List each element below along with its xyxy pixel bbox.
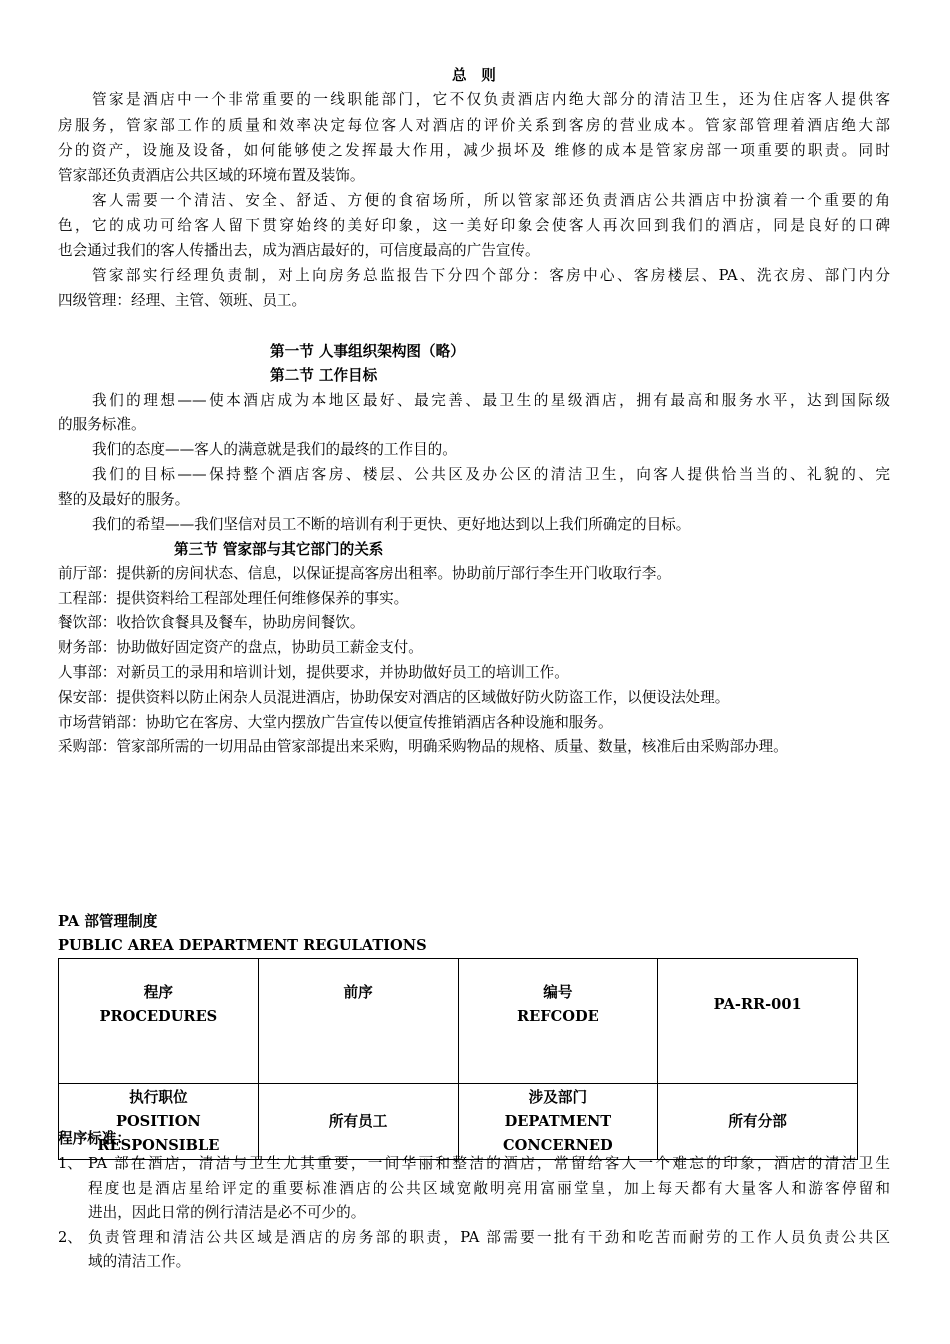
- goal-attitude: 我们的态度——客人的满意就是我们的最终的工作目的。: [92, 441, 457, 458]
- refcode-en: REFCODE: [517, 1008, 599, 1025]
- dept-cn: 涉及部门: [528, 1088, 588, 1106]
- goal-ideal-line2: 的服务标准。: [58, 416, 146, 433]
- procedures-header: [59, 959, 259, 1084]
- procedures-en: PROCEDURES: [99, 1008, 218, 1025]
- procedures-value-cell: [258, 959, 458, 1084]
- relation-hr: 人事部：对新员工的录用和培训计划，提供要求，并协助做好员工的培训工作。: [58, 664, 569, 681]
- item1-line2: 程度也是酒店星给评定的重要标准酒店的公共区域宽敞明亮用富丽堂皇，加上每天都有大量客人和游客停留和: [88, 1180, 890, 1197]
- pa-title-cn: PA 部管理制度: [58, 913, 158, 930]
- goal-hope: 我们的希望——我们坚信对员工不断的培训有利于更快、更好地达到以上我们所确定的目标。: [92, 516, 691, 533]
- section1-title: 第一节 人事组织架构图（略）: [270, 343, 465, 360]
- goal-target-line2: 整的及最好的服务。: [58, 491, 190, 508]
- refcode-value: PA-RR-001: [713, 996, 802, 1013]
- item1-line3: 进出，因此日常的例行清洁是必不可少的。: [88, 1204, 366, 1221]
- intro-p3-line2: 四级管理：经理、主管、领班、员工。: [58, 292, 307, 309]
- item2-line1: 负责管理和清洁公共区域是酒店的房务部的职责，PA 部需要一批有干劲和吃苦而耐劳的工作人员负责公共区: [88, 1229, 890, 1246]
- position-en1: POSITION: [115, 1112, 201, 1130]
- dept-value-cell: [658, 1084, 858, 1160]
- intro-p2-line3: 也会通过我们的客人传播出去，成为酒店最好的，可信度最高的广告宣传。: [58, 242, 540, 259]
- procedure-standard-label: 程序标准：: [58, 1130, 131, 1147]
- item1-line1: PA 部在酒店，清洁与卫生尤其重要，一间华丽和整洁的酒店，常留给客人一个难忘的印象，酒店的清洁卫生: [88, 1155, 890, 1172]
- position-cn: 执行职位: [129, 1088, 188, 1106]
- dept-value: 所有分部: [728, 1112, 787, 1130]
- relation-finance: 财务部：协助做好固定资产的盘点，协助员工薪金支付。: [58, 639, 423, 656]
- relation-front-office: 前厅部：提供新的房间状态、信息，以保证提高客房出租率。协助前厅部行李生开门收取行李。: [58, 565, 671, 582]
- dept-en2: CONCERNED: [503, 1136, 613, 1154]
- intro-p1-line1: 管家是酒店中一个非常重要的一线职能部门，它不仅负责酒店内绝大部分的清洁卫生，还为住店客人提供客: [92, 91, 890, 108]
- refcode-cn: 编号: [543, 984, 573, 1001]
- refcode-header: [458, 959, 658, 1084]
- procedures-cn: 程序: [143, 984, 173, 1001]
- intro-p2-line2: 色，它的成功可给客人留下贯穿始终的美好印象，这一美好印象会使客人再次回到我们的酒店，同是良好的口碑: [58, 217, 890, 234]
- item2-number: 2、: [58, 1229, 82, 1246]
- dept-header: [458, 1084, 658, 1160]
- refcode-value-cell: [658, 959, 858, 1084]
- position-value: 所有员工: [328, 1112, 388, 1130]
- section3-title: 第三节 管家部与其它部门的关系: [174, 541, 384, 558]
- item1-number: 1、: [58, 1155, 82, 1172]
- intro-p1-line2: 房服务，管家部工作的质量和效率决定每位客人对酒店的评价关系到客房的营业成本。管家部管理着酒店绝大部: [58, 117, 890, 134]
- procedures-value: 前序: [343, 984, 373, 1001]
- heading-general: 总 则: [452, 67, 496, 84]
- position-en2: RESPONSIBLE: [97, 1136, 220, 1154]
- goal-ideal-line1: 我们的理想——使本酒店成为本地区最好、最完善、最卫生的星级酒店，拥有最高和服务水平，达到国际级: [92, 392, 890, 409]
- position-value-cell: [258, 1084, 458, 1160]
- section2-title: 第二节 工作目标: [270, 367, 378, 384]
- intro-p1-line3: 分的资产，设施及设备，如何能够使之发挥最大作用，减少损坏及 维修的成本是管家房部一项重要的职责。同时: [58, 142, 890, 159]
- pa-title-en: PUBLIC AREA DEPARTMENT REGULATIONS: [58, 937, 427, 954]
- relation-purchasing: 采购部：管家部所需的一切用品由管家部提出来采购，明确采购物品的规格、质量、数量，核准后由采购部办理。: [58, 738, 788, 755]
- intro-p3-line1: 管家部实行经理负责制，对上向房务总监报告下分四个部分：客房中心、客房楼层、PA、洗衣房、部门内分: [92, 267, 890, 284]
- intro-p1-line4: 管家部还负责酒店公共区域的环境布置及装饰。: [58, 167, 365, 184]
- relation-security: 保安部：提供资料以防止闲杂人员混进酒店，协助保安对酒店的区域做好防火防盗工作，以便设法处理。: [58, 689, 730, 706]
- goal-target-line1: 我们的目标——保持整个酒店客房、楼层、公共区及办公区的清洁卫生，向客人提供恰当当的、礼貌的、完: [92, 466, 890, 483]
- relation-food-beverage: 餐饮部：收拾饮食餐具及餐车，协助房间餐饮。: [58, 614, 365, 631]
- relation-engineering: 工程部：提供资料给工程部处理任何维修保养的事实。: [58, 590, 409, 607]
- dept-en1: DEPATMENT: [504, 1112, 612, 1130]
- pa-info-table: [58, 958, 858, 1160]
- relation-marketing: 市场营销部：协助它在客房、大堂内摆放广告宣传以便宣传推销酒店各种设施和服务。: [58, 714, 613, 731]
- item2-line2: 域的清洁工作。: [88, 1253, 191, 1270]
- intro-p2-line1: 客人需要一个清洁、安全、舒适、方便的食宿场所，所以管家部还负责酒店公共酒店中扮演着一个重要的角: [92, 192, 890, 209]
